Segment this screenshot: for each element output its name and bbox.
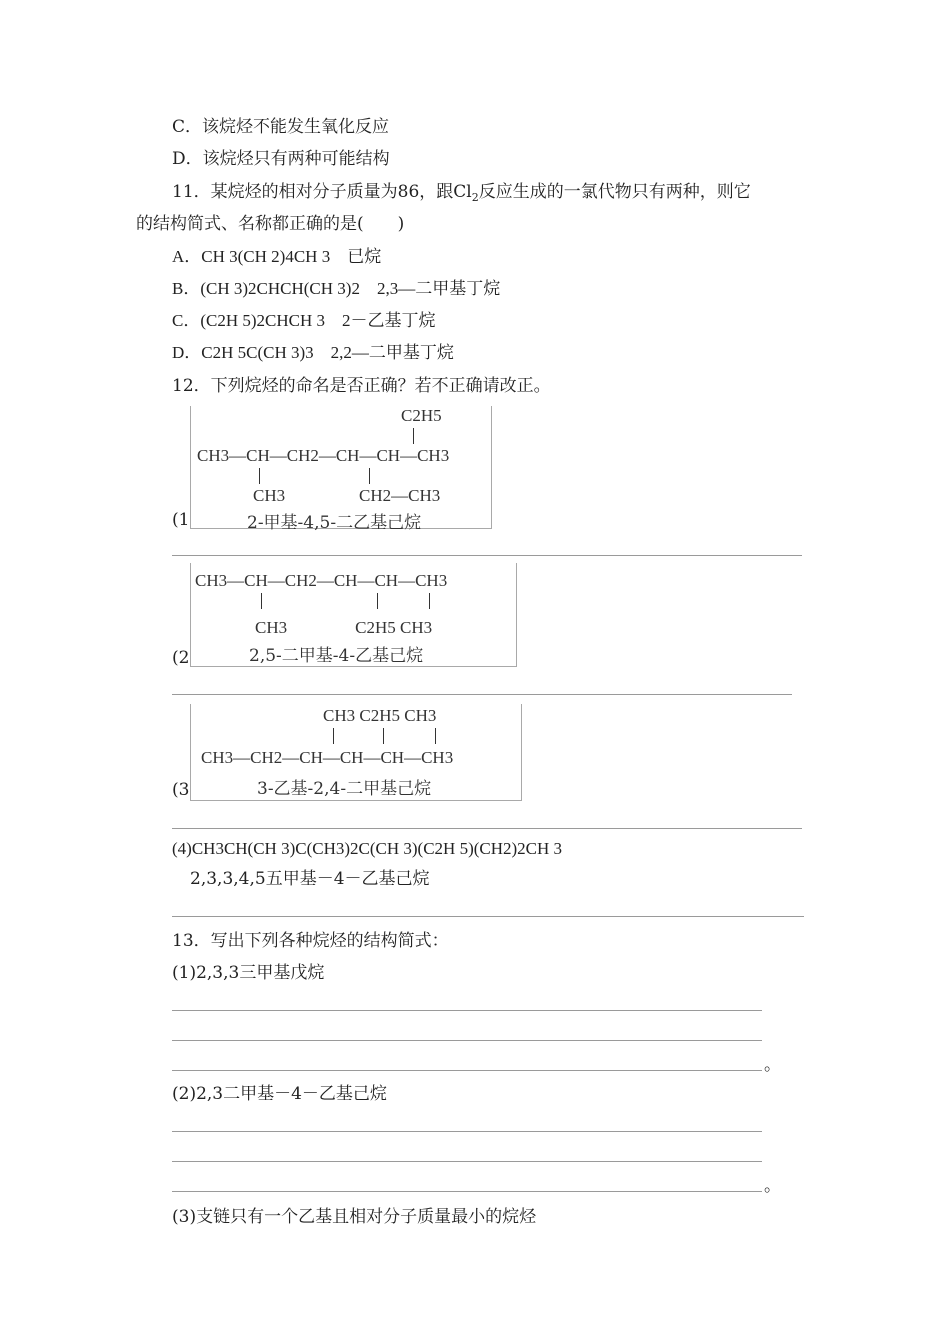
s2-bond-a: [261, 593, 262, 609]
q13-part1-period: 。: [764, 1055, 781, 1075]
q11-option-c: C．(C2H 5)2CHCH 3 2－乙基丁烷: [172, 311, 436, 330]
q13-part1: (1)2,3,3三甲基戊烷: [172, 963, 325, 983]
q12-s4-name: 2,3,3,4,5五甲基－4－乙基己烷: [190, 869, 430, 889]
answer-line: [172, 1191, 762, 1192]
q12-structure-3: [190, 704, 522, 801]
s2-bond-b: [377, 593, 378, 609]
s3-bond-c: [435, 728, 436, 744]
q13-part2: (2)2,3二甲基－4－乙基己烷: [172, 1084, 387, 1104]
q11-option-a: A．CH 3(CH 2)4CH 3 已烷: [172, 247, 382, 266]
s3-bond-b: [383, 728, 384, 744]
q12-s2-label: (2: [172, 648, 190, 668]
q12-s3-label: (3: [172, 780, 190, 800]
q13-part2-period: 。: [764, 1176, 781, 1196]
q11-option-d: D．C2H 5C(CH 3)3 2,2—二甲基丁烷: [172, 343, 454, 362]
q12-s4-formula: (4)CH3CH(CH 3)C(CH3)2C(CH 3)(C2H 5)(CH2)2CH 3: [172, 839, 563, 858]
q12-structure-1: [190, 406, 492, 533]
s3-bond-a: [333, 728, 334, 744]
s1-main-chain: CH3—CH—CH2—CH—CH—CH3: [197, 446, 450, 465]
s2-caption: 2,5-二甲基-4-乙基己烷: [249, 646, 424, 666]
s3-top-substituents: CH3 C2H5 CH3: [323, 706, 437, 725]
s1-bond-a: [259, 468, 260, 484]
s1-bond-b: [369, 468, 370, 484]
q11-stem-line1: 11．某烷烃的相对分子质量为86，跟$Cl_2$反应生成的一氯代物只有两种，则它: [172, 182, 751, 204]
answer-line: [172, 1131, 762, 1132]
s1-bottom-a: CH3: [253, 486, 286, 505]
s3-main-chain: CH3—CH2—CH—CH—CH—CH3: [201, 748, 454, 767]
q11-stem-part2: 反应生成的一氯代物只有两种，则它: [478, 182, 751, 202]
answer-line: [172, 1010, 762, 1011]
answer-line: [172, 1040, 762, 1041]
s2-bottom: CH3 C2H5 CH3: [255, 618, 433, 637]
s2-bond-c: [429, 593, 430, 609]
s1-top-substituent: C2H5: [401, 406, 442, 425]
q13-stem: 13．写出下列各种烷烃的结构简式：: [172, 931, 449, 951]
s1-caption: 2-甲基-4,5-二乙基己烷: [247, 513, 422, 533]
q11-stem-part1: 11．某烷烃的相对分子质量为86，跟Cl: [172, 182, 472, 202]
q12-stem: 12．下列烷烃的命名是否正确？若不正确请改正。: [172, 376, 551, 396]
q10-option-d: D．该烷烃只有两种可能结构: [172, 149, 390, 169]
answer-line: [172, 694, 792, 695]
s2-main-chain: CH3—CH—CH2—CH—CH—CH3: [195, 571, 448, 590]
answer-line: [172, 916, 804, 917]
q11-stem-line2: 的结构简式、名称都正确的是( ): [136, 214, 405, 234]
q10-option-c: C．该烷烃不能发生氧化反应: [172, 117, 390, 137]
s1-bottom-b: CH2—CH3: [359, 486, 441, 505]
s3-caption: 3-乙基-2,4-二甲基己烷: [257, 779, 432, 799]
answer-line: [172, 1070, 762, 1071]
answer-line: [172, 828, 802, 829]
answer-line: [172, 555, 802, 556]
answer-line: [172, 1161, 762, 1162]
s1-bond-top: [413, 428, 414, 444]
q12-structure-2: [190, 563, 517, 667]
q11-option-b: B．(CH 3)2CHCH(CH 3)2 2,3—二甲基丁烷: [172, 279, 501, 298]
q13-part3: (3)支链只有一个乙基且相对分子质量最小的烷烃: [172, 1207, 537, 1227]
q12-s1-label: (1: [172, 510, 190, 530]
